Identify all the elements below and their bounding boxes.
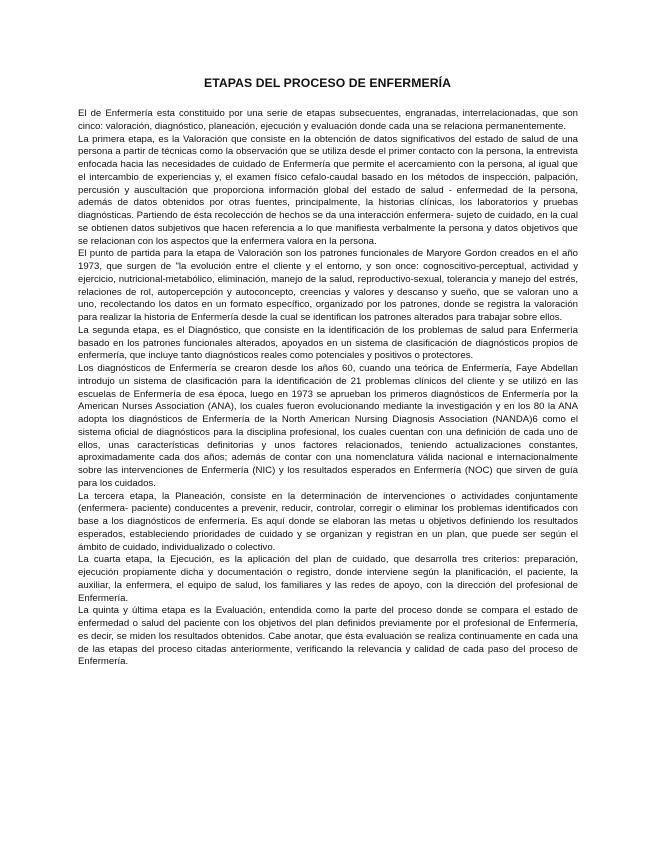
paragraph-historia-diagnosticos: Los diagnósticos de Enfermería se crearon desde los años 60, cuando una teórica de Enfermería, Faye Abdellan introdujo un sistema de clasificación para la identificación de 21 problemas clínicos del cliente y se utilizó en las escuelas de Enfermería de esa época, luego en 1973 se aprueban los primeros diagnósticos de Enfermería por la American Nurses Association (ANA), los cuales fueron evolucionando mediante la investigación y en los 80 la ANA adopta los diagnósticos de Enfermería de la North American Nursing Diagnosis Association (NANDA)6 como el sistema oficial de diagnósticos para la disciplina profesional, los cuales cuentan con una definición de cada uno de ellos, unas características definitorias y unos factores relacionados, teniendo actualizaciones constantes, aproximadamente cada dos años; además de contar con una nomenclatura válida nacional e internacionalmente sobre las intervenciones de Enfermería (NIC) y los resultados esperados en Enfermería (NOC) que sirven de guía para los cuidados.: [78, 363, 578, 489]
paragraph-ejecucion: La cuarta etapa, la Ejecución, es la aplicación del plan de cuidado, que desarrolla tres criterios: preparación, ejecución propiamente dicha y documentación o registro, donde interviene según la planificación, el paciente, la auxiliar, la enfermera, el equipo de salud, los familiares y las redes de apoyo, con la dirección del profesional de Enfermería.: [78, 554, 578, 604]
paragraph-planeacion: La tercera etapa, la Planeación, consiste en la determinación de intervenciones o actividades conjuntamente (enfermera- paciente) conducentes a prevenir, reducir, controlar, corregir o eliminar los problemas identificados con base a los diagnósticos de enfermería. Es aquí donde se elaboran las metas u objetivos definiendo los resultados esperados, estableciendo prioridades de cuidado y se organizan y registran en un plan, que puede ser según el ámbito de cuidado, individualizado o colectivo.: [78, 490, 578, 553]
document-body: [78, 108, 578, 669]
page-title: ETAPAS DEL PROCESO DE ENFERMERÍA: [204, 76, 451, 90]
paragraph-patrones-funcionales: El punto de partida para la etapa de Valoración son los patrones funcionales de Maryore Gordon creados en el año 1973, que surgen de "la evolución entre el cliente y el entorno, y son once: cognoscitivo-perceptual, actividad y ejercicio, nutricional-metabólico, eliminación, manejo de la salud, reproductivo-sexual, tolerancia y manejo del estrés, relaciones de rol, autopercepción y autoconcepto, creencias y valores y descanso y sueño, que se valoran uno a uno, recolectando los datos en un formato específico, organizado por los patrones, donde se registra la valoración para realizar la historia de Enfermería desde la cual se identifican los patrones alterados para trabajar sobre ellos.: [78, 248, 578, 323]
paragraph-diagnostico: La segunda etapa, es el Diagnóstico, que consiste en la identificación de los problemas de salud para Enfermería basado en los patrones funcionales alterados, apoyados en un sistema de clasificación de diagnósticos propios de enfermería, que incluye tanto diagnósticos reales como potenciales y positivos o protectores.: [78, 324, 578, 362]
paragraph-evaluacion: La quinta y última etapa es la Evaluación, entendida como la parte del proceso donde se compara el estado de enfermedad o salud del paciente con los objetivos del plan definidos previamente por el profesional de Enfermería, es decir, se miden los resultados obtenidos. Cabe anotar, que ésta evaluación se realiza continuamente en cada una de las etapas del proceso citadas anteriormente, verificando la relevancia y calidad de cada paso del proceso de Enfermería.: [78, 605, 578, 668]
paragraph-intro: El de Enfermería esta constituido por una serie de etapas subsecuentes, engranadas, interrelacionadas, que son cinco: valoración, diagnóstico, planeación, ejecución y evaluación donde cada una se relaciona permanentemente.: [78, 108, 578, 132]
paragraph-valoracion: La primera etapa, es la Valoración que consiste en la obtención de datos significativos del estado de salud de una persona a partir de técnicas como la observación que se utiliza desde el primer contacto con la persona, la entrevista enfocada hacia las necesidades de cuidado de Enfermería que permite el acercamiento con la persona, al igual que el intercambio de experiencias y, el examen físico cefalo-caudal basado en los métodos de inspección, palpación, percusión y auscultación que proporciona información global del estado de salud - enfermedad de la persona, además de datos obtenidos por otras fuentes, principalmente, la historias clínicas, los laboratorios y pruebas diagnósticas. Partiendo de ésta recolección de hechos se da una interacción enfermera- sujeto de cuidado, en la cual se obtienen datos subjetivos que hacen referencia a lo que manifiesta verbalmente la persona y datos objetivos que se relacionan con los aspectos que la enfermera valora en la persona.: [78, 133, 578, 247]
